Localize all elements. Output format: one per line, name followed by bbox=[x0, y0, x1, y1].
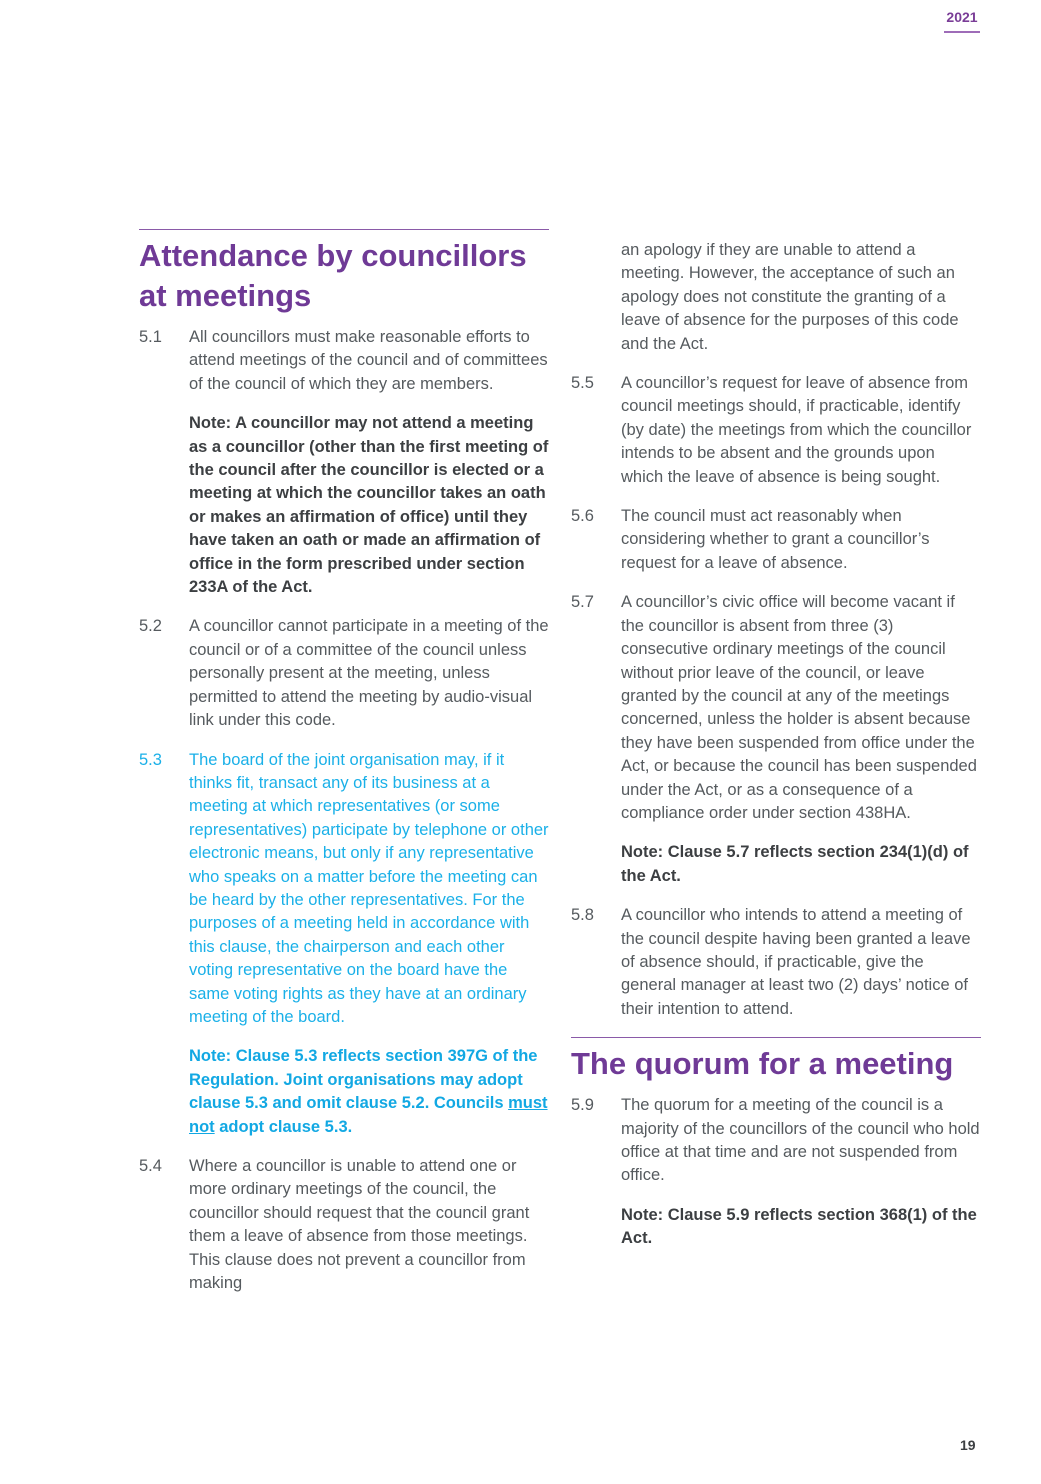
header-year-underline bbox=[944, 31, 980, 33]
clause-text: A councillor’s request for leave of absence from council meetings should, if practicable, identify (by date) the meetings from which the councillor intends to be absent and the grounds upon which the leave of absence is being sought. bbox=[621, 374, 972, 486]
clause-text: The board of the joint organisation may, if it thinks fit, transact any of its business at a meeting at which representatives (or some representatives) participate by telephone or other electronic means, but only if any representative who speaks on a matter before the meeting can be heard by the other representatives. For the purposes of a meeting held in accordance with this clause, the chairperson and each other voting representative on the board have the same voting rights as they have at an ordinary meeting of the board. bbox=[189, 750, 549, 1026]
clause-number: 5.4 bbox=[139, 1157, 162, 1175]
clause-5-7 bbox=[571, 591, 981, 825]
page-number: 19 bbox=[960, 1437, 976, 1453]
clause-text: A councillor’s civic office will become vacant if the councillor is absent from three (3) consecutive ordinary meetings of the council without prior leave of the council, or leave granted by the council at any of the meetings concerned, unless the holder is absent because they have been suspended from office under the Act, or because the council has been suspended under the Act, or as a consequence of a compliance order under section 438HA. bbox=[621, 593, 977, 822]
clause-number: 5.8 bbox=[571, 906, 594, 925]
clause-number: 5.3 bbox=[139, 750, 162, 769]
section-heading-quorum: The quorum for a meeting bbox=[571, 1046, 954, 1082]
clause-number: 5.7 bbox=[571, 593, 594, 612]
note-5-1: Note: A councillor may not attend a meeting as a councillor (other than the first meeting of the council after the councillor is elected or a meeting at which the councillor takes an oath or makes an affirmation of office) until they have taken an oath or made an affirmation of office in the form prescribed under section 233A of the Act. bbox=[189, 414, 549, 597]
clause-5-1 bbox=[139, 326, 549, 396]
note-5-7: Note: Clause 5.7 reflects section 234(1)(d) of the Act. bbox=[621, 843, 969, 885]
clause-number: 5.2 bbox=[139, 617, 162, 636]
clause-text: A councillor who intends to attend a meeting of the council despite having been granted a leave of absence should, if practicable, give the general manager at least two (2) days’ notice of their intention to attend. bbox=[621, 906, 971, 1018]
clause-text: A councillor cannot participate in a meeting of the council or of a committee of the council unless personally present at the meeting, unless permitted to attend the meeting by audio-visual link under this code. bbox=[189, 617, 549, 730]
clause-number: 5.1 bbox=[139, 328, 162, 346]
clause-text: The council must act reasonably when considering whether to grant a councillor’s request for a leave of absence. bbox=[621, 507, 930, 572]
clause-text: The quorum for a meeting of the council is a majority of the councillors of the council who hold office at that time and are not suspended from office. bbox=[621, 1096, 980, 1185]
clause-5-3 bbox=[139, 749, 549, 1030]
section-rule bbox=[139, 229, 549, 230]
clause-5-9 bbox=[571, 1094, 981, 1188]
note-5-9: Note: Clause 5.9 reflects section 368(1) of the Act. bbox=[621, 1205, 977, 1248]
clause-5-2 bbox=[139, 615, 549, 732]
clause-5-4 bbox=[139, 1155, 549, 1295]
note-text: adopt clause 5.3. bbox=[214, 1117, 353, 1136]
left-column bbox=[139, 229, 549, 1311]
clause-5-5 bbox=[571, 372, 981, 489]
header-year: 2021 bbox=[946, 9, 978, 25]
clause-5-4-continued: an apology if they are unable to attend a meeting. However, the acceptance of such an apology does not constitute the granting of a leave of absence for the purposes of this code and the Act. bbox=[621, 241, 959, 353]
clause-5-8 bbox=[571, 904, 981, 1021]
clause-5-6 bbox=[571, 505, 981, 575]
clause-text: Where a councillor is unable to attend one or more ordinary meetings of the council, the councillor should request that the council grant them a leave of absence from those meetings. This clause does not prevent a councillor from making bbox=[189, 1157, 530, 1293]
note-emphasis: must not bbox=[189, 1094, 548, 1136]
note-5-3 bbox=[189, 1045, 549, 1139]
clause-number: 5.9 bbox=[571, 1096, 594, 1115]
clause-number: 5.6 bbox=[571, 507, 594, 526]
clause-text: All councillors must make reasonable efforts to attend meetings of the council and of committees of the council of which they are members. bbox=[189, 328, 548, 393]
note-text: Note: Clause 5.3 reflects section 397G of the Regulation. Joint organisations may adopt clause 5.3 and omit clause 5.2. Councils bbox=[189, 1047, 538, 1113]
section-heading-attendance: Attendance by councillors at meetings bbox=[139, 238, 527, 313]
right-column bbox=[571, 239, 981, 1267]
clause-number: 5.5 bbox=[571, 374, 594, 393]
section-rule bbox=[571, 1037, 981, 1038]
